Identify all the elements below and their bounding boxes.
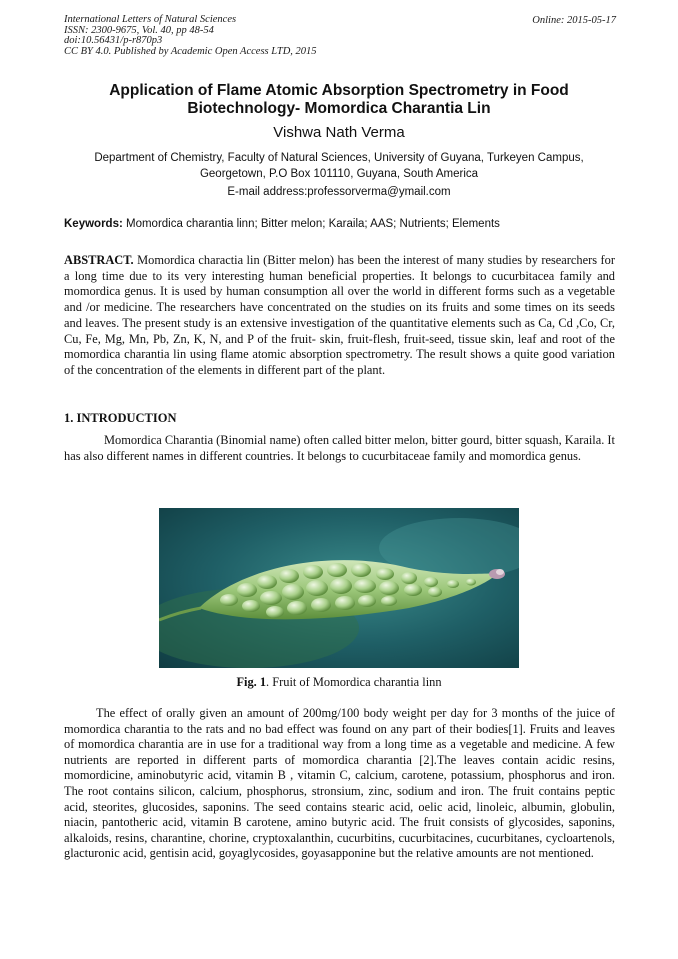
affiliation xyxy=(50,151,628,182)
running-header xyxy=(64,15,317,57)
email-address: E-mail address:professorverma@ymail.com xyxy=(227,186,451,198)
bitter-melon-photo xyxy=(159,508,519,668)
figure-image xyxy=(159,508,519,668)
abstract-text: Momordica charactia lin (Bitter melon) has been the interest of many studies by researchers for a long time due to its very interesting human beneficial properties. It belongs to cucurbitacea family and momordica genus. It is used by human consumption all over the world in different forms such as a vegetable and /or medicine. The researchers have concentrated on the studies on its fruits and some times on its seeds and leaves. The present study is an extensive investigation of the quantitative elements such as Ca, Cd ,Co, Cr, Cu, Fe, Mg, Mn, Pb, Zn, K, N, and P of the fruit- skin, fruit-flesh, fruit-seed, tissue skin, leaf and root of the momordica charantia lin using flame atomic absorption spectrometry. The result shows a quite good variation of the concentration of the elements in different part of the plant. xyxy=(64,253,615,377)
affiliation-line-2: Georgetown, P.O Box 101110, Guyana, South America xyxy=(199,167,479,180)
title-line-1: Application of Flame Atomic Absorption Spectrometry in Food xyxy=(109,82,569,99)
abstract-label: ABSTRACT. xyxy=(64,253,134,267)
author-name: Vishwa Nath Verma xyxy=(273,124,405,141)
issn: ISSN: 2300-9675, Vol. 40, pp 48-54 xyxy=(64,24,214,36)
title-line-2: Biotechnology- Momordica Charantia Lin xyxy=(187,100,491,117)
journal-name: International Letters of Natural Sciences xyxy=(64,14,237,25)
figure-caption xyxy=(40,675,638,690)
license: CC BY 4.0. Published by Academic Open Access LTD, 2015 xyxy=(64,45,317,57)
figure-label: Fig. 1 xyxy=(236,675,267,689)
keywords xyxy=(64,218,624,230)
figure-caption-text: . Fruit of Momordica charantia linn xyxy=(266,675,442,689)
online-date: Online: 2015-05-17 xyxy=(532,15,616,26)
affiliation-line-1: Department of Chemistry, Faculty of Natural Sciences, University of Guyana, Turkeyen Campus, xyxy=(94,152,584,164)
abstract xyxy=(64,253,615,379)
keywords-label: Keywords: xyxy=(64,218,123,230)
body-paragraph: The effect of orally given an amount of 200mg/100 body weight per day for 3 months of the juice of momordica charantia to the rats and no bad effect was found on any part of their bodies[1]. Fruits and leaves of momordica charantia are in use for a traditional way from a long time as a vegetable and medicine. A few nutrients are reported in different parts of momordica charantia [2].The leaves contain acidic resins, momordicine, aminobutyric acid, vitamin B , vitamin C, calcium, carotene, potassium, phosphorus and iron. The root contains silicon, calcium, phosphorus, stronsium, zinc, sodium and iron. The fruit contains peptic acid, steorites, glucosides, saponins. The seed contains stearic acid, oelic acid, linoleic, albumin, globulin, niacin, pantotheric acid, vitamin B carotene, amino butyric acid. The fruit consists of glycosides, saponins, alkaloids, resins, charantine, chorine, cryptoxalanthin, cucurbitins, cucurbitacines, cucurbitanes, cycloartenols, glacturonic acid, gentisin acid, goyaglycosides, goyasapponine but the relative amounts are not mentioned. xyxy=(64,706,615,861)
section-heading: 1. INTRODUCTION xyxy=(64,411,177,425)
doi: doi:10.56431/p-r870p3 xyxy=(64,35,163,47)
paper-title xyxy=(40,82,638,118)
keywords-text: Momordica charantia linn; Bitter melon; Karaila; AAS; Nutrients; Elements xyxy=(122,218,500,230)
intro-paragraph: Momordica Charantia (Binomial name) often called bitter melon, bitter gourd, bitter squash, Karaila. It has also different names in different countries. It belongs to cucurbitaceae family and momordica genus. xyxy=(64,433,615,463)
